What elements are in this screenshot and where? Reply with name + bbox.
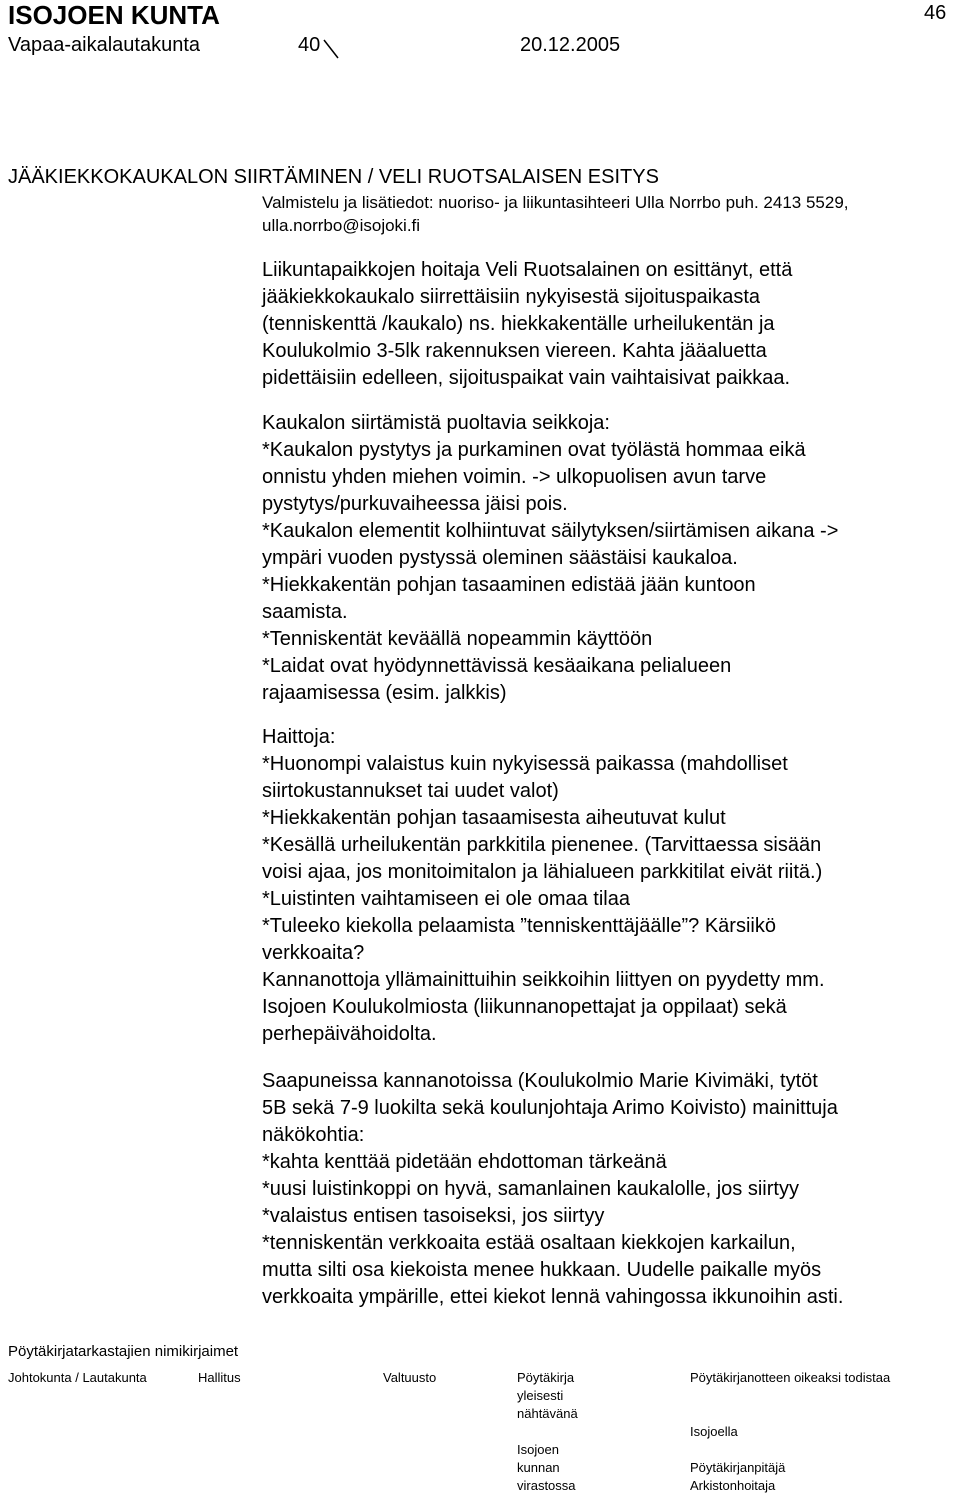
text-line: *Kesällä urheilukentän parkkitila pienenee. (Tarvittaessa sisään (262, 834, 822, 856)
footer-text: yleisesti (517, 1388, 564, 1403)
text-line: verkkoaita ympärille, ettei kiekot lennä vahingossa ikkunoihin asti. (262, 1286, 844, 1308)
text-line: Liikuntapaikkojen hoitaja Veli Ruotsalainen on esittänyt, että (262, 259, 793, 281)
text-line: saamista. (262, 601, 348, 623)
board-name: Vapaa-aikalautakunta (8, 34, 200, 56)
text-line: verkkoaita? (262, 942, 365, 964)
text-line: siirtokustannukset tai uudet valot) (262, 780, 559, 802)
text-line: 5B sekä 7-9 luokilta sekä koulunjohtaja Arimo Koivisto) mainittuja (262, 1097, 838, 1119)
text-line: näkökohtia: (262, 1124, 365, 1146)
text-line: Kaukalon siirtämistä puoltavia seikkoja: (262, 412, 610, 434)
text-line: Koulukolmio 3-5lk rakennuksen viereen. Kahta jääaluetta (262, 340, 767, 362)
text-line: Haittoja: (262, 726, 336, 748)
text-line: *Kaukalon pystytys ja purkaminen ovat työlästä hommaa eikä (262, 439, 806, 461)
footer-col-board: Johtokunta / Lautakunta (8, 1370, 147, 1385)
preparer-line: Valmistelu ja lisätiedot: nuoriso- ja liikuntasihteeri Ulla Norrbo puh. 2413 5529, (262, 193, 849, 212)
text-line: rajaamisessa (esim. jalkkis) (262, 682, 507, 704)
text-line: Isojoen Koulukolmiosta (liikunnanopettajat ja oppilaat) sekä (262, 996, 787, 1018)
item-title: JÄÄKIEKKOKAUKALON SIIRTÄMINEN / VELI RUOTSALAISEN ESITYS (8, 166, 659, 188)
section-number: 40 (298, 34, 321, 56)
text-line: *kahta kenttää pidetään ehdottoman tärkeänä (262, 1151, 667, 1173)
text-line: jääkiekkokaukalo siirrettäisiin nykyisestä sijoituspaikasta (262, 286, 760, 308)
text-line: *Luistinten vaihtamiseen ei ole omaa tilaa (262, 888, 630, 910)
footer-text: Isojoen (517, 1442, 559, 1457)
footer-col-council: Valtuusto (383, 1370, 437, 1385)
preparer-email: ulla.norrbo@isojoki.fi (262, 216, 421, 235)
statements-list (262, 1068, 952, 1311)
initials-label: Pöytäkirjatarkastajien nimikirjaimet (8, 1343, 239, 1360)
meeting-date: 20.12.2005 (520, 34, 621, 56)
text-line: *Tuleeko kiekolla pelaamista ”tenniskenttäjäälle”? Kärsiikö (262, 915, 776, 937)
text-line: *valaistus entisen tasoiseksi, jos siirtyy (262, 1205, 605, 1227)
disadvantages-list (262, 724, 952, 1048)
text-line: Saapuneissa kannanotoissa (Koulukolmio Marie Kivimäki, tytöt (262, 1070, 818, 1092)
footer-text: Isojoella (690, 1424, 738, 1439)
text-line: ympäri vuoden pystyssä oleminen säästäisi kaukaloa. (262, 547, 738, 569)
footer-text: kunnan (517, 1460, 560, 1475)
text-line: pystytys/purkuvaiheessa jäisi pois. (262, 493, 568, 515)
text-line: mutta silti osa kiekoista menee hukkaan. Uudelle paikalle myös (262, 1259, 822, 1281)
footer-text: Pöytäkirjanotteen oikeaksi todistaa (690, 1370, 891, 1385)
text-line: *Kaukalon elementit kolhiintuvat säilytyksen/siirtämisen aikana -> (262, 520, 839, 542)
text-line: onnistu yhden miehen voimin. -> ulkopuolisen avun tarve (262, 466, 767, 488)
page-number: 46 (924, 2, 947, 24)
text-line: perhepäivähoidolta. (262, 1023, 437, 1045)
text-line: *Huonompi valaistus kuin nykyisessä paikassa (mahdolliset (262, 753, 788, 775)
footer-col-public-display (517, 1369, 578, 1495)
text-line: *Tenniskentät keväällä nopeammin käyttöön (262, 628, 653, 650)
text-line: Kannanottoja yllämainittuihin seikkoihin liittyen on pyydetty mm. (262, 969, 825, 991)
footer-col-government: Hallitus (198, 1370, 241, 1385)
footer-col-certification (690, 1369, 890, 1495)
text-line: *Hiekkakentän pohjan tasaamisesta aiheutuvat kulut (262, 807, 726, 829)
municipality-name: ISOJOEN KUNTA (8, 0, 220, 30)
text-line: (tenniskenttä /kaukalo) ns. hiekkakentälle urheilukentän ja (262, 313, 775, 335)
text-line: *Laidat ovat hyödynnettävissä kesäaikana pelialueen (262, 655, 732, 677)
section-mark-icon (322, 36, 340, 62)
footer-text: virastossa (517, 1478, 576, 1493)
text-line: voisi ajaa, jos monitoimitalon ja lähialueen parkkitilat eivät riitä.) (262, 861, 823, 883)
footer-text: Arkistonhoitaja (690, 1478, 776, 1493)
advantages-list (262, 410, 952, 707)
text-line: *uusi luistinkoppi on hyvä, samanlainen kaukalolle, jos siirtyy (262, 1178, 799, 1200)
footer-text: Pöytäkirjanpitäjä (690, 1460, 786, 1475)
footer-text: nähtävänä (517, 1406, 578, 1421)
text-line: *Hiekkakentän pohjan tasaaminen edistää jään kuntoon (262, 574, 756, 596)
text-line: pidettäisiin edelleen, sijoituspaikat vain vaihtaisivat paikkaa. (262, 367, 791, 389)
proposal-paragraph (262, 257, 952, 392)
text-line: *tenniskentän verkkoaita estää osaltaan kiekkojen karkailun, (262, 1232, 796, 1254)
footer-text: Pöytäkirja (517, 1370, 575, 1385)
